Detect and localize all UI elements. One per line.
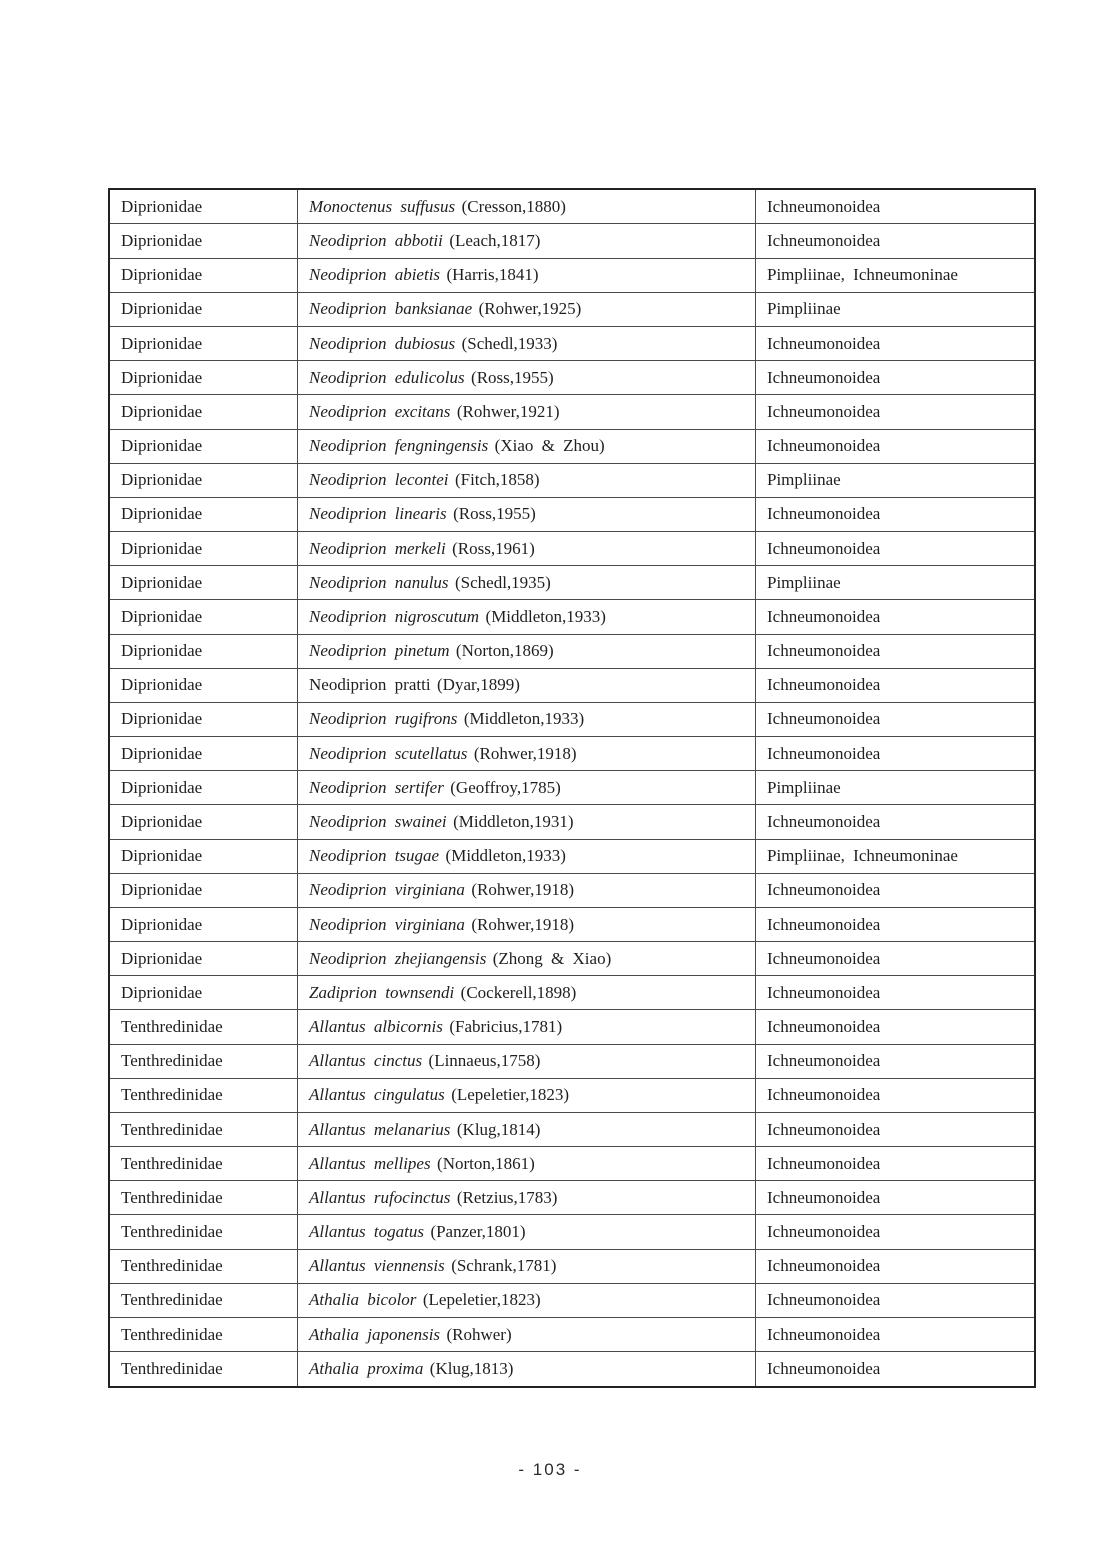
species-cell	[298, 1010, 756, 1044]
table-row	[109, 1352, 1035, 1387]
table-row	[109, 737, 1035, 771]
family-cell: Diprionidae	[109, 463, 298, 497]
species-table-body	[109, 189, 1035, 1387]
parasitoid-cell: Pimpliinae	[756, 566, 1036, 600]
family-cell: Tenthredinidae	[109, 1010, 298, 1044]
species-name: Neodiprion virginiana	[309, 880, 465, 900]
parasitoid-cell: Ichneumonoidea	[756, 1078, 1036, 1112]
parasitoid-cell: Ichneumonoidea	[756, 361, 1036, 395]
species-cell	[298, 463, 756, 497]
species-cell	[298, 1249, 756, 1283]
parasitoid-cell: Ichneumonoidea	[756, 737, 1036, 771]
species-name: Neodiprion linearis	[309, 504, 447, 524]
species-authority: (Schrank,1781)	[451, 1256, 557, 1276]
species-authority: (Rohwer,1925)	[478, 299, 582, 319]
species-cell	[298, 737, 756, 771]
table-row	[109, 1317, 1035, 1351]
parasitoid-cell: Ichneumonoidea	[756, 702, 1036, 736]
table-row	[109, 702, 1035, 736]
family-cell: Tenthredinidae	[109, 1112, 298, 1146]
species-cell	[298, 1215, 756, 1249]
table-row	[109, 942, 1035, 976]
parasitoid-cell: Ichneumonoidea	[756, 1112, 1036, 1146]
species-authority: (Ross,1961)	[452, 538, 535, 558]
species-cell	[298, 1112, 756, 1146]
species-name: Allantus albicornis	[309, 1017, 443, 1037]
species-authority: (Middleton,1933)	[485, 606, 606, 626]
species-cell	[298, 1352, 756, 1387]
table-row	[109, 805, 1035, 839]
species-cell	[298, 1147, 756, 1181]
parasitoid-cell: Ichneumonoidea	[756, 1010, 1036, 1044]
species-cell	[298, 224, 756, 258]
parasitoid-cell: Ichneumonoidea	[756, 1044, 1036, 1078]
species-authority: (Geoffroy,1785)	[450, 777, 561, 797]
parasitoid-cell: Ichneumonoidea	[756, 224, 1036, 258]
species-name: Neodiprion excitans	[309, 401, 451, 421]
family-cell: Tenthredinidae	[109, 1181, 298, 1215]
species-authority: (Retzius,1783)	[456, 1187, 558, 1207]
species-cell	[298, 497, 756, 531]
table-row	[109, 1078, 1035, 1112]
table-row	[109, 976, 1035, 1010]
parasitoid-cell: Ichneumonoidea	[756, 532, 1036, 566]
species-name: Allantus rufocinctus	[309, 1187, 451, 1207]
species-cell	[298, 361, 756, 395]
table-row	[109, 873, 1035, 907]
species-authority: (Rohwer)	[446, 1324, 512, 1344]
species-cell	[298, 771, 756, 805]
species-cell	[298, 907, 756, 941]
species-cell	[298, 702, 756, 736]
parasitoid-cell: Ichneumonoidea	[756, 1147, 1036, 1181]
table-row	[109, 1181, 1035, 1215]
parasitoid-cell: Pimpliinae, Ichneumoninae	[756, 839, 1036, 873]
parasitoid-cell: Ichneumonoidea	[756, 600, 1036, 634]
species-name: Allantus mellipes	[309, 1153, 431, 1173]
table-row	[109, 839, 1035, 873]
species-name: Neodiprion zhejiangensis	[309, 948, 487, 968]
table-row	[109, 532, 1035, 566]
species-authority: (Linnaeus,1758)	[428, 1051, 541, 1071]
parasitoid-cell: Ichneumonoidea	[756, 429, 1036, 463]
species-authority: (Rohwer,1918)	[471, 880, 575, 900]
species-cell	[298, 634, 756, 668]
species-authority: (Middleton,1933)	[445, 846, 566, 866]
species-cell	[298, 258, 756, 292]
parasitoid-cell: Ichneumonoidea	[756, 873, 1036, 907]
sawfly-parasitoid-table	[108, 188, 1036, 1388]
species-authority: (Ross,1955)	[471, 367, 554, 387]
species-name: Monoctenus suffusus	[309, 196, 456, 216]
family-cell: Tenthredinidae	[109, 1215, 298, 1249]
family-cell: Tenthredinidae	[109, 1147, 298, 1181]
species-authority: (Lepeletier,1823)	[451, 1085, 569, 1105]
species-cell	[298, 668, 756, 702]
species-cell	[298, 942, 756, 976]
species-name: Neodiprion rugifrons	[309, 709, 458, 729]
parasitoid-cell: Ichneumonoidea	[756, 976, 1036, 1010]
parasitoid-cell: Ichneumonoidea	[756, 1283, 1036, 1317]
species-cell	[298, 566, 756, 600]
species-authority: (Norton,1861)	[437, 1153, 535, 1173]
species-name: Neodiprion banksianae	[309, 299, 473, 319]
family-cell: Diprionidae	[109, 839, 298, 873]
table-row	[109, 1147, 1035, 1181]
species-authority: (Schedl,1935)	[455, 572, 551, 592]
parasitoid-cell: Ichneumonoidea	[756, 634, 1036, 668]
species-name: Neodiprion abbotii	[309, 231, 443, 251]
species-name: Neodiprion pinetum	[309, 641, 450, 661]
family-cell: Diprionidae	[109, 224, 298, 258]
family-cell: Tenthredinidae	[109, 1352, 298, 1387]
family-cell: Tenthredinidae	[109, 1249, 298, 1283]
family-cell: Diprionidae	[109, 189, 298, 224]
species-name: Neodiprion merkeli	[309, 538, 446, 558]
family-cell: Diprionidae	[109, 771, 298, 805]
parasitoid-cell: Ichneumonoidea	[756, 805, 1036, 839]
parasitoid-cell: Ichneumonoidea	[756, 907, 1036, 941]
table-row	[109, 1283, 1035, 1317]
family-cell: Diprionidae	[109, 600, 298, 634]
species-cell	[298, 873, 756, 907]
species-name: Neodiprion lecontei	[309, 470, 449, 490]
family-cell: Diprionidae	[109, 361, 298, 395]
species-name: Allantus cinctus	[309, 1051, 423, 1071]
species-authority: (Zhong & Xiao)	[492, 948, 612, 968]
family-cell: Diprionidae	[109, 668, 298, 702]
species-authority: (Rohwer,1921)	[456, 401, 560, 421]
species-cell	[298, 429, 756, 463]
species-cell	[298, 327, 756, 361]
species-cell	[298, 1181, 756, 1215]
species-name: Athalia proxima	[309, 1359, 424, 1379]
family-cell: Diprionidae	[109, 395, 298, 429]
species-authority: (Cresson,1880)	[461, 196, 566, 216]
species-cell	[298, 805, 756, 839]
species-name: Neodiprion pratti	[309, 675, 431, 695]
parasitoid-cell: Ichneumonoidea	[756, 1317, 1036, 1351]
species-authority: (Cockerell,1898)	[460, 982, 577, 1002]
parasitoid-cell: Ichneumonoidea	[756, 497, 1036, 531]
family-cell: Diprionidae	[109, 873, 298, 907]
species-name: Neodiprion virginiana	[309, 914, 465, 934]
species-authority: (Lepeletier,1823)	[422, 1290, 541, 1310]
species-authority: (Norton,1869)	[455, 641, 554, 661]
family-cell: Diprionidae	[109, 805, 298, 839]
species-cell	[298, 395, 756, 429]
page-number: - 103 -	[518, 1460, 582, 1479]
family-cell: Diprionidae	[109, 942, 298, 976]
family-cell: Tenthredinidae	[109, 1317, 298, 1351]
species-cell	[298, 292, 756, 326]
species-authority: (Fitch,1858)	[454, 470, 540, 490]
table-row	[109, 1215, 1035, 1249]
family-cell: Diprionidae	[109, 976, 298, 1010]
parasitoid-cell: Pimpliinae	[756, 292, 1036, 326]
species-name: Neodiprion scutellatus	[309, 743, 468, 763]
family-cell: Diprionidae	[109, 566, 298, 600]
table-row	[109, 1010, 1035, 1044]
family-cell: Diprionidae	[109, 429, 298, 463]
parasitoid-cell: Ichneumonoidea	[756, 1181, 1036, 1215]
species-authority: (Ross,1955)	[453, 504, 536, 524]
table-row	[109, 463, 1035, 497]
species-name: Neodiprion swainei	[309, 811, 447, 831]
family-cell: Diprionidae	[109, 737, 298, 771]
species-name: Neodiprion edulicolus	[309, 367, 465, 387]
parasitoid-cell: Ichneumonoidea	[756, 1352, 1036, 1387]
species-cell	[298, 189, 756, 224]
parasitoid-cell: Ichneumonoidea	[756, 327, 1036, 361]
family-cell: Diprionidae	[109, 532, 298, 566]
species-name: Athalia bicolor	[309, 1290, 417, 1310]
table-row	[109, 1112, 1035, 1146]
species-authority: (Middleton,1933)	[463, 709, 585, 729]
species-cell	[298, 839, 756, 873]
table-row	[109, 189, 1035, 224]
species-name: Athalia japonensis	[309, 1324, 441, 1344]
parasitoid-cell: Ichneumonoidea	[756, 189, 1036, 224]
species-name: Allantus melanarius	[309, 1119, 451, 1139]
table-row	[109, 497, 1035, 531]
table-row	[109, 258, 1035, 292]
family-cell: Diprionidae	[109, 634, 298, 668]
table-row	[109, 1044, 1035, 1078]
species-authority: (Harris,1841)	[446, 265, 539, 285]
parasitoid-cell: Ichneumonoidea	[756, 668, 1036, 702]
table-row	[109, 907, 1035, 941]
species-name: Neodiprion nigroscutum	[309, 606, 480, 626]
species-name: Neodiprion tsugae	[309, 846, 440, 866]
table-row	[109, 771, 1035, 805]
family-cell: Diprionidae	[109, 258, 298, 292]
family-cell: Tenthredinidae	[109, 1078, 298, 1112]
species-authority: (Klug,1814)	[456, 1119, 541, 1139]
species-authority: (Rohwer,1918)	[473, 743, 577, 763]
species-cell	[298, 976, 756, 1010]
parasitoid-cell: Ichneumonoidea	[756, 395, 1036, 429]
species-cell	[298, 1283, 756, 1317]
species-name: Neodiprion dubiosus	[309, 333, 456, 353]
table-row	[109, 395, 1035, 429]
species-authority: (Rohwer,1918)	[471, 914, 575, 934]
family-cell: Tenthredinidae	[109, 1044, 298, 1078]
family-cell: Diprionidae	[109, 907, 298, 941]
species-cell	[298, 1317, 756, 1351]
species-cell	[298, 532, 756, 566]
table-row	[109, 361, 1035, 395]
species-authority: (Klug,1813)	[429, 1359, 514, 1379]
species-name: Allantus cingulatus	[309, 1085, 445, 1105]
species-authority: (Dyar,1899)	[437, 675, 520, 695]
table-row	[109, 1249, 1035, 1283]
parasitoid-cell: Pimpliinae, Ichneumoninae	[756, 258, 1036, 292]
species-name: Neodiprion nanulus	[309, 572, 449, 592]
species-name: Allantus viennensis	[309, 1256, 445, 1276]
family-cell: Tenthredinidae	[109, 1283, 298, 1317]
parasitoid-cell: Ichneumonoidea	[756, 942, 1036, 976]
table-row	[109, 292, 1035, 326]
species-name: Neodiprion sertifer	[309, 777, 444, 797]
parasitoid-cell: Pimpliinae	[756, 771, 1036, 805]
species-cell	[298, 1044, 756, 1078]
table-row	[109, 566, 1035, 600]
table-row	[109, 668, 1035, 702]
table-row	[109, 429, 1035, 463]
species-authority: (Panzer,1801)	[430, 1222, 526, 1242]
family-cell: Diprionidae	[109, 702, 298, 736]
table-row	[109, 327, 1035, 361]
species-authority: (Schedl,1933)	[461, 333, 558, 353]
table-row	[109, 224, 1035, 258]
species-cell	[298, 600, 756, 634]
parasitoid-cell: Pimpliinae	[756, 463, 1036, 497]
family-cell: Diprionidae	[109, 292, 298, 326]
table-row	[109, 634, 1035, 668]
species-name: Neodiprion fengningensis	[309, 436, 489, 456]
family-cell: Diprionidae	[109, 497, 298, 531]
species-cell	[298, 1078, 756, 1112]
parasitoid-cell: Ichneumonoidea	[756, 1215, 1036, 1249]
table-row	[109, 600, 1035, 634]
species-name: Zadiprion townsendi	[309, 982, 455, 1002]
species-authority: (Leach,1817)	[449, 231, 541, 251]
parasitoid-cell: Ichneumonoidea	[756, 1249, 1036, 1283]
family-cell: Diprionidae	[109, 327, 298, 361]
species-name: Allantus togatus	[309, 1222, 424, 1242]
species-authority: (Middleton,1931)	[453, 811, 574, 831]
species-name: Neodiprion abietis	[309, 265, 441, 285]
species-authority: (Fabricius,1781)	[449, 1017, 563, 1037]
species-authority: (Xiao & Zhou)	[494, 436, 605, 456]
